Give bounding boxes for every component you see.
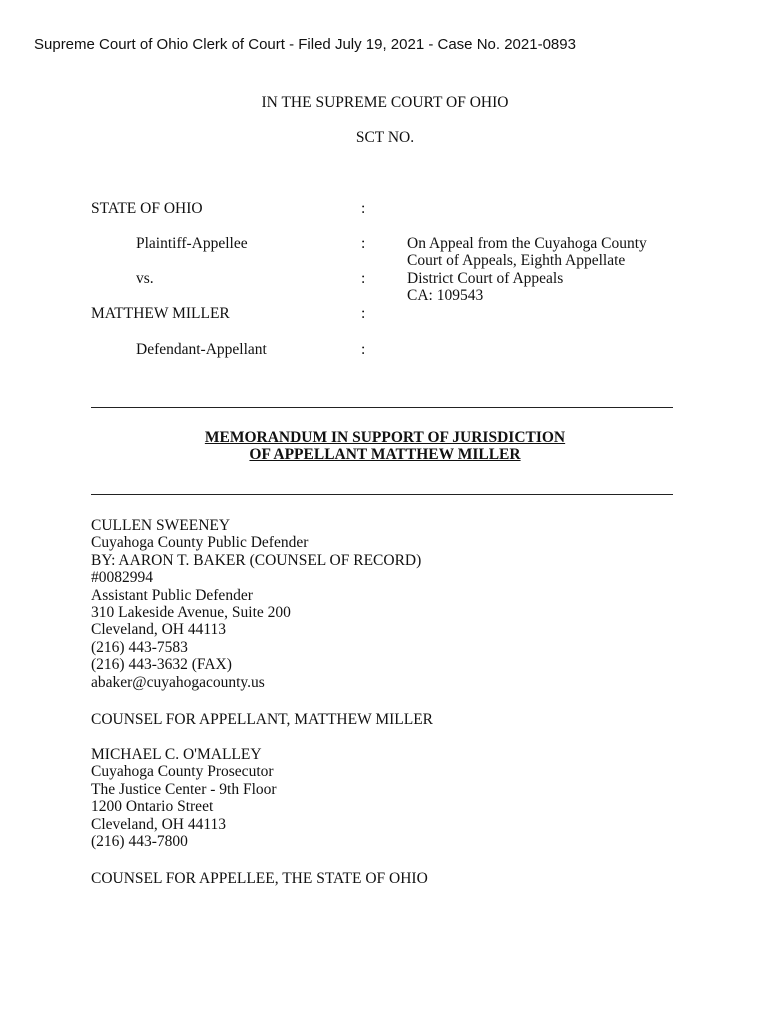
appeal-line: District Court of Appeals	[407, 269, 564, 287]
appeal-info	[407, 235, 647, 305]
counsel-line: (216) 443-7800	[91, 833, 188, 851]
caption-separator: :	[361, 341, 366, 358]
counsel-line: Cleveland, OH 44113	[91, 815, 227, 833]
appellant-counsel-block	[91, 517, 421, 691]
appellant-role: Defendant-Appellant	[136, 341, 267, 358]
counsel-line: 1200 Ontario Street	[91, 798, 214, 816]
divider-bottom	[91, 494, 673, 495]
counsel-line: MICHAEL C. O'MALLEY	[91, 746, 262, 763]
counsel-line: The Justice Center - 9th Floor	[91, 780, 277, 798]
appellee-role: Plaintiff-Appellee	[136, 235, 248, 252]
caption-separator: :	[361, 235, 366, 252]
counsel-line: #0082994	[91, 569, 153, 587]
counsel-line: (216) 443-7583	[91, 638, 188, 656]
appeal-line: On Appeal from the Cuyahoga County	[407, 235, 647, 252]
caption-separator: :	[361, 270, 366, 287]
counsel-line: CULLEN SWEENEY	[91, 517, 231, 534]
caption-separator: :	[361, 200, 366, 217]
counsel-email: abaker@cuyahogacounty.us	[91, 673, 265, 691]
appellee-counsel-designation: COUNSEL FOR APPELLEE, THE STATE OF OHIO	[91, 870, 428, 887]
court-heading: IN THE SUPREME COURT OF OHIO	[261, 94, 509, 111]
counsel-line: Cleveland, OH 44113	[91, 621, 227, 639]
document-title-line2: OF APPELLANT MATTHEW MILLER	[249, 446, 521, 463]
counsel-line: (216) 443-3632 (FAX)	[91, 656, 232, 674]
party-defendant: MATTHEW MILLER	[91, 305, 230, 322]
document-title-line1: MEMORANDUM IN SUPPORT OF JURISDICTION	[204, 429, 566, 446]
divider-top	[91, 407, 673, 408]
caption-separator: :	[361, 305, 366, 322]
versus: vs.	[136, 270, 154, 287]
counsel-line: Cuyahoga County Prosecutor	[91, 763, 274, 781]
filing-stamp: Supreme Court of Ohio Clerk of Court - Filed July 19, 2021 - Case No. 2021-0893	[34, 36, 576, 53]
appellant-counsel-designation: COUNSEL FOR APPELLANT, MATTHEW MILLER	[91, 711, 434, 728]
counsel-line: Assistant Public Defender	[91, 586, 253, 604]
case-number: SCT NO.	[355, 129, 415, 146]
appellee-counsel-block	[91, 746, 277, 850]
appeal-line: CA: 109543	[407, 287, 484, 305]
counsel-line: BY: AARON T. BAKER (COUNSEL OF RECORD)	[91, 551, 422, 569]
counsel-line: Cuyahoga County Public Defender	[91, 534, 309, 552]
counsel-line: 310 Lakeside Avenue, Suite 200	[91, 604, 291, 622]
appeal-line: Court of Appeals, Eighth Appellate	[407, 252, 626, 270]
party-state: STATE OF OHIO	[91, 200, 203, 217]
